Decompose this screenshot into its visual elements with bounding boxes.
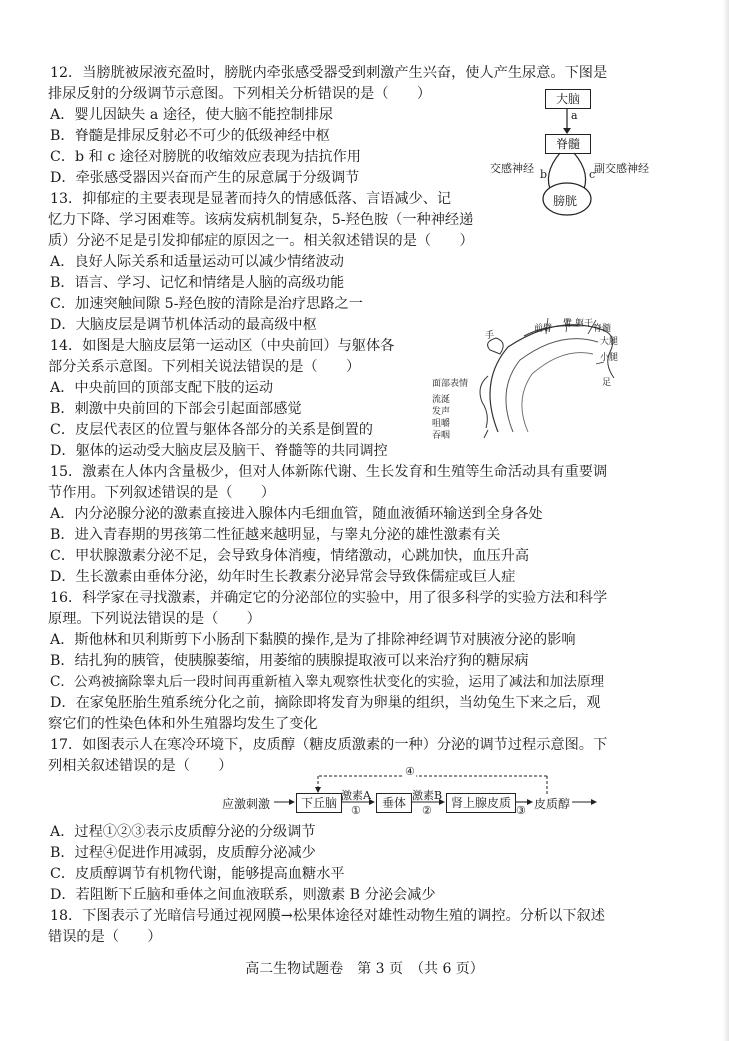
bladder-label: 膀胱 bbox=[553, 194, 578, 208]
q14-option-d: D．躯体的运动受大脑皮层及脑干、脊髓等的共同调控 bbox=[50, 443, 388, 459]
pituitary-box: 垂体 bbox=[376, 793, 412, 813]
q14-option-a: A．中央前回的顶部支配下肢的运动 bbox=[50, 380, 274, 396]
q17-option-c: C．皮质醇调节有机物代谢，能够提高血糖水平 bbox=[50, 866, 345, 882]
step-3-label: ③ bbox=[516, 804, 526, 817]
label-thigh: 大腿 bbox=[600, 337, 619, 347]
hypothalamus-box: 下丘脑 bbox=[296, 793, 342, 813]
adrenal-cortex-box: 肾上腺皮质 bbox=[446, 793, 516, 813]
q17-figure bbox=[222, 765, 602, 826]
path-c-label: c bbox=[589, 168, 596, 181]
q12-stem-line1: 12．当膀胱被尿液充盈时，膀胱内牵张感受器受到刺激产生兴奋，使人产生尿意。下图是 bbox=[50, 65, 608, 81]
q18-stem-line2: 错误的是（ ） bbox=[48, 929, 162, 945]
label-foot: 足 bbox=[602, 378, 612, 388]
q13-option-c: C．加速突触间隙 5-羟色胺的清除是治疗思路之一 bbox=[50, 296, 363, 312]
q17-option-b: B．过程④促进作用减弱，皮质醇分泌减少 bbox=[50, 845, 316, 861]
q12-option-c: C．b 和 c 途径对膀胱的收缩效应表现为拮抗作用 bbox=[50, 149, 361, 165]
label-salivation: 流涎 bbox=[432, 395, 451, 405]
path-a-label: a bbox=[571, 109, 578, 122]
q14-option-b: B．刺激中央前回的下部会引起面部感觉 bbox=[50, 401, 302, 417]
q16-option-d-line2: 察它们的性染色体和外生殖器均发生了变化 bbox=[48, 716, 318, 732]
q13-stem-line1: 13．抑郁症的主要表现是显著而持久的情感低落、言语减少、记 bbox=[50, 191, 452, 207]
q13-option-d: D．大脑皮层是调节机体活动的最高级中枢 bbox=[50, 317, 317, 333]
step-1-label: ① bbox=[351, 804, 361, 817]
q12-option-b: B．脊髓是排尿反射必不可少的低级神经中枢 bbox=[50, 128, 330, 144]
step-2-label: ② bbox=[422, 804, 432, 817]
q16-option-c: C．公鸡被摘除睾丸后一段时间再重新植入睾丸观察性状变化的实验，运用了减法和加法原理 bbox=[50, 674, 605, 690]
label-vocalization: 发声 bbox=[432, 407, 451, 417]
q17-option-a: A．过程①②③表示皮质醇分泌的分级调节 bbox=[50, 824, 316, 840]
q16-stem-line1: 16．科学家在寻找激素，并确定它的分泌部位的实验中，用了很多科学的实验方法和科学 bbox=[50, 590, 608, 606]
spinal-cord-box: 脊髓 bbox=[545, 134, 591, 154]
stimulus-label: 应激刺激 bbox=[222, 797, 271, 811]
q12-figure bbox=[480, 86, 700, 216]
scan-edge-shadow bbox=[723, 0, 729, 1041]
q13-stem-line3: 质）分泌不足是引发抑郁症的原因之一。相关叙述错误的是（ ） bbox=[48, 233, 474, 249]
q12-arrows bbox=[480, 86, 700, 216]
hormone-b-label: 激素B bbox=[412, 789, 443, 802]
q16-option-d-line1: D．在家兔胚胎生殖系统分化之前，摘除即将发育为卵巢的组织，当幼兔生下来之后，观 bbox=[50, 695, 601, 711]
cortisol-label: 皮质醇 bbox=[534, 797, 571, 811]
q15-option-a: A．内分泌腺分泌的激素直接进入腺体内毛细血管，随血液循环输送到全身各处 bbox=[50, 506, 543, 522]
path-b-label: b bbox=[540, 168, 548, 181]
q16-stem-line2: 原理。下列说法错误的是（ ） bbox=[48, 611, 261, 627]
q16-option-a: A．斯他林和贝利斯剪下小肠刮下黏膜的操作,是为了排除神经调节对胰液分泌的影响 bbox=[50, 632, 576, 648]
q12-option-d: D．牵张感受器因兴奋而产生的尿意属于分级调节 bbox=[50, 170, 360, 186]
parasympathetic-label: 副交感神经 bbox=[594, 162, 649, 175]
label-face-expression: 面部表情 bbox=[432, 379, 469, 389]
q12-option-a: A．婴儿因缺失 a 途径，使大脑不能控制排尿 bbox=[50, 107, 334, 123]
q13-stem-line2: 忆力下降、学习困难等。该病发病机制复杂，5-羟色胺（一种神经递 bbox=[48, 212, 474, 228]
q16-option-b: B．结扎狗的胰管，使胰腺萎缩，用萎缩的胰腺提取液可以来治疗狗的糖尿病 bbox=[50, 653, 529, 669]
label-swallowing: 吞咽 bbox=[432, 431, 451, 441]
label-calf: 小腿 bbox=[600, 353, 619, 363]
brain-box: 大脑 bbox=[545, 89, 591, 109]
page-footer: 高二生物试题卷 第 3 页 （共 6 页） bbox=[245, 961, 484, 977]
q13-option-b: B．语言、学习、记忆和情绪是人脑的高级功能 bbox=[50, 275, 345, 291]
q17-stem-line2: 列相关叙述错误的是（ ） bbox=[48, 758, 233, 774]
q15-option-d: D．生长激素由垂体分泌，幼年时生长教素分泌异常会导致侏儒症或巨人症 bbox=[50, 569, 516, 585]
q12-stem-line2: 排尿反射的分级调节示意图。下列相关分析错误的是（ ） bbox=[48, 86, 432, 102]
q17-option-d: D．若阻断下丘脑和垂体之间血液联系，则激素 B 分泌会减少 bbox=[50, 887, 436, 903]
q15-stem-line1: 15．激素在人体内含量极少，但对人体新陈代谢、生长发育和生殖等生命活动具有重要调 bbox=[50, 464, 608, 480]
label-chewing: 咀嚼 bbox=[432, 419, 451, 429]
q14-stem-line2: 部分关系示意图。下列相关说法错误的是（ ） bbox=[48, 359, 361, 375]
label-hand: 手 bbox=[485, 331, 495, 341]
label-spine: 脊髓 bbox=[593, 324, 612, 334]
label-forearm: 前臂 bbox=[534, 324, 553, 334]
q15-stem-line2: 节作用。下列叙述错误的是（ ） bbox=[48, 485, 276, 501]
step-4-label: ④ bbox=[405, 765, 415, 778]
label-trunk: 躯干 bbox=[575, 319, 594, 329]
q15-option-b: B．进入青春期的男孩第二性征越来越明显，与睾丸分泌的雄性激素有关 bbox=[50, 527, 501, 543]
sympathetic-label: 交感神经 bbox=[490, 162, 534, 175]
label-arm: 臂 bbox=[563, 319, 573, 329]
hormone-a-label: 激素A bbox=[341, 789, 371, 802]
q13-option-a: A．良好人际关系和适量运动可以减少情绪波动 bbox=[50, 254, 344, 270]
q15-option-c: C．甲状腺激素分泌不足，会导致身体消瘦，情绪激动，心跳加快，血压升高 bbox=[50, 548, 530, 564]
q14-option-c: C．皮层代表区的位置与躯体各部分的关系是倒置的 bbox=[50, 422, 373, 438]
q18-stem-line1: 18．下图表示了光暗信号通过视网膜→松果体途径对雄性动物生殖的调控。分析以下叙述 bbox=[50, 908, 605, 924]
q14-figure bbox=[428, 312, 668, 440]
q17-stem-line1: 17．如图表示人在寒冷环境下，皮质醇（糖皮质激素的一种）分泌的调节过程示意图。下 bbox=[50, 737, 608, 753]
q14-stem-line1: 14．如图是大脑皮层第一运动区（中央前回）与躯体各 bbox=[50, 338, 395, 354]
